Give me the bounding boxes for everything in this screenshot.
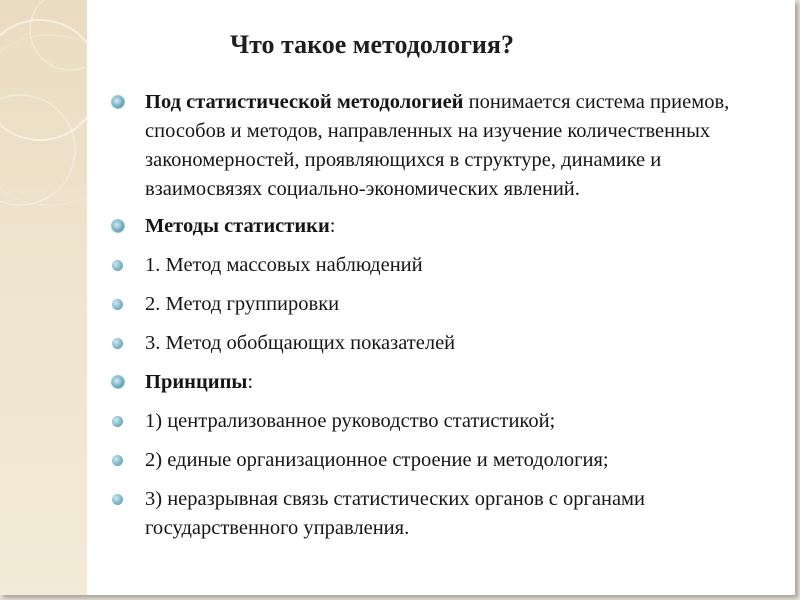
decorative-circles [0,0,87,595]
dot-bullet-icon [112,416,123,427]
bullet-item [112,329,772,358]
dot-bullet-icon [112,299,123,310]
decorative-side-panel [0,0,87,595]
bullet-bold-text: Принципы [145,371,248,393]
bullet-text: : [329,215,336,237]
bullet-item [112,251,772,280]
slide-title: Что такое методология? [230,30,514,59]
star-bullet-icon [112,376,124,388]
bullet-text: 3) неразрывная связь статистических органов с органами государственного управления. [145,488,645,539]
bullet-bold-text: Под статистической методологией [145,91,464,113]
bullet-text: 1) централизованное руководство статистикой; [145,410,556,432]
slide-content [112,0,784,595]
bullet-item [112,88,772,204]
bullet-bold-text: Методы статистики [145,215,330,237]
bullet-text: 3. Метод обобщающих показателей [145,332,456,354]
dot-bullet-icon [112,455,123,466]
bullet-text: 2) единые организационное строение и методология; [145,449,609,471]
bullet-item [112,368,772,397]
bullet-text: понимается система приемов, способов и методов, направленных на изучение количественных закономерностей, проявляющихся в структуре, динамике и взаимосвязях социально-экономических явлений. [145,91,730,200]
bullet-list [112,88,772,551]
bullet-text: 2. Метод группировки [145,293,340,315]
star-bullet-icon [112,96,124,108]
bullet-item [112,485,772,543]
bullet-item [112,212,772,241]
bullet-item [112,407,772,436]
star-bullet-icon [112,220,124,232]
bullet-text: : [247,371,254,393]
bullet-item [112,290,772,319]
dot-bullet-icon [112,338,123,349]
dot-bullet-icon [112,494,123,505]
bullet-item [112,446,772,475]
dot-bullet-icon [112,260,123,271]
bullet-text: 1. Метод массовых наблюдений [145,254,423,276]
